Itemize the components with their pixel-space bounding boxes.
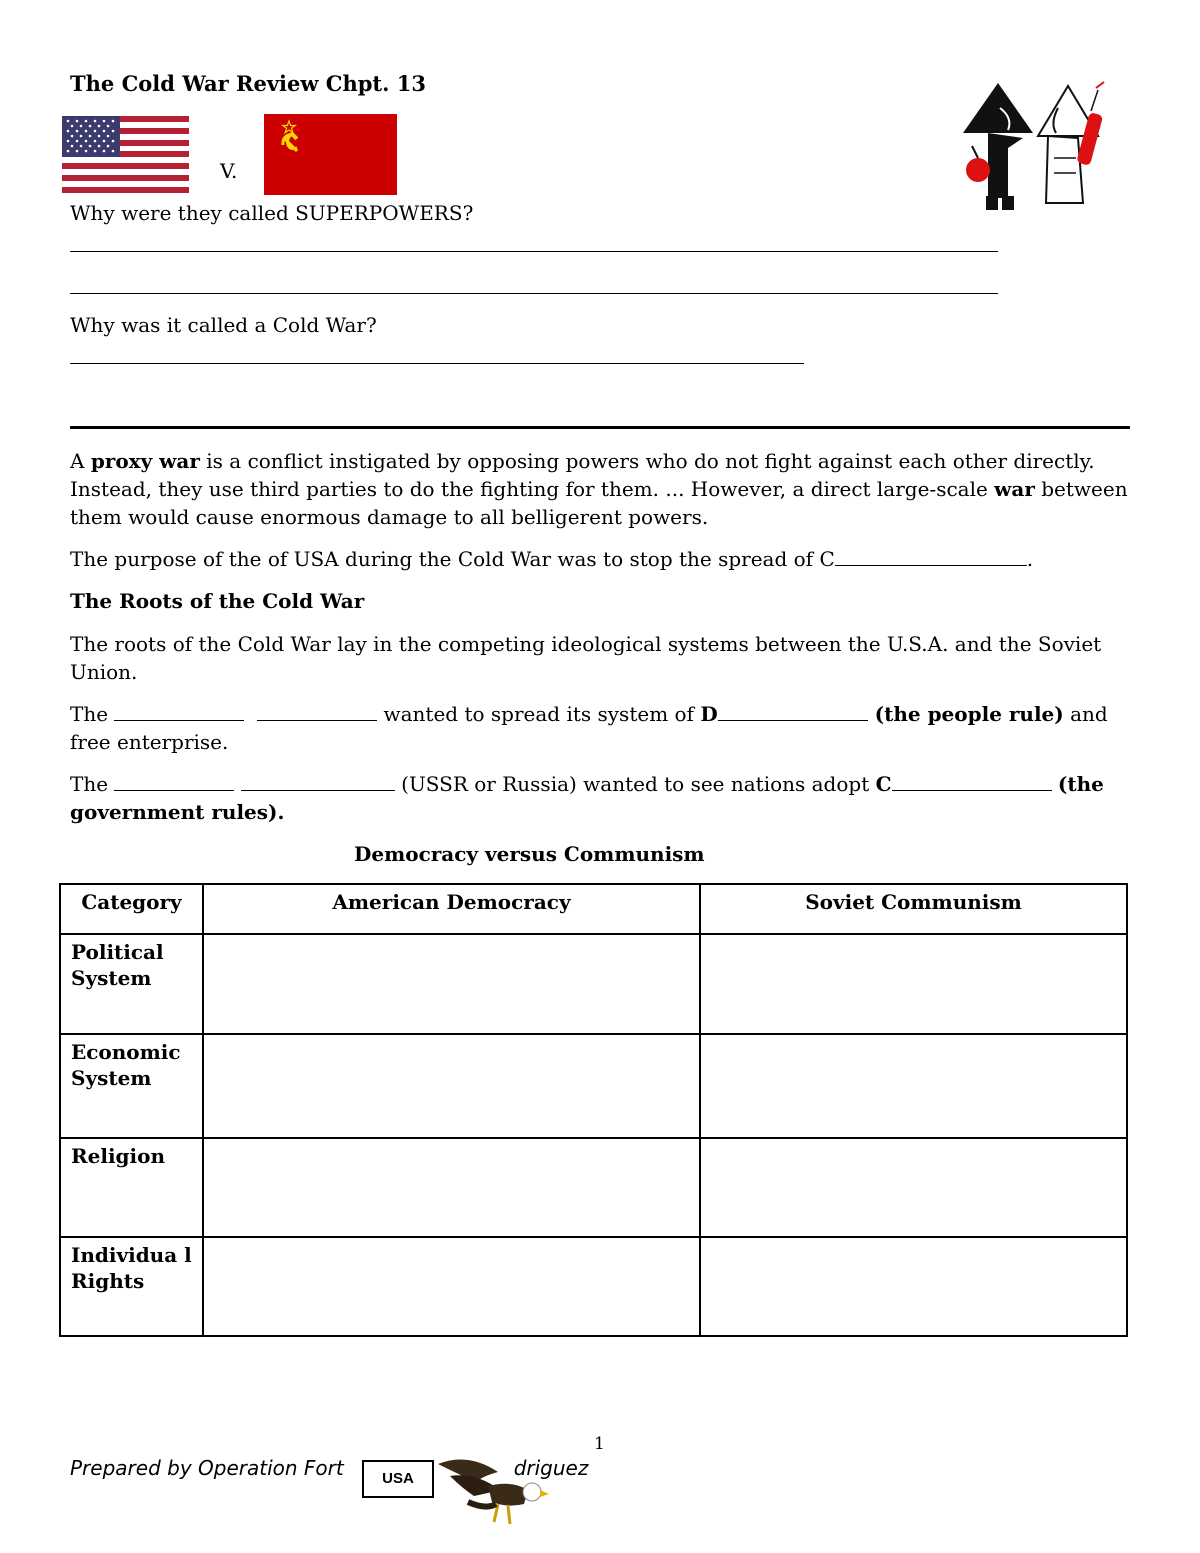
row-label-political: Political System (60, 934, 203, 1034)
eagle-icon (428, 1452, 552, 1530)
footer-text: driguez (513, 1456, 589, 1480)
roots-text: (USSR or Russia) wanted to see nations adopt (394, 772, 876, 796)
soviet-flag-icon (264, 114, 397, 195)
row-label-religion: Religion (60, 1138, 203, 1237)
blank-union[interactable] (241, 770, 395, 791)
proxy-text: A (70, 449, 91, 473)
roots-text: The (70, 772, 115, 796)
question-cold-war: Why was it called a Cold War? (70, 313, 377, 337)
war-term: war (994, 477, 1035, 501)
cell-answer[interactable] (203, 934, 700, 1034)
roots-text: The (70, 702, 115, 726)
row-label-rights: Individua l Rights (60, 1237, 203, 1336)
soviet-communism-line (70, 770, 1130, 826)
answer-line[interactable] (70, 251, 998, 252)
table-row (60, 1034, 1127, 1138)
header-american-democracy: American Democracy (203, 884, 700, 934)
proxy-war-paragraph (70, 447, 1130, 531)
table-row (60, 934, 1127, 1034)
roots-text: and free enterprise. (70, 702, 1108, 754)
letter-c: C (875, 772, 892, 796)
government-rules: (the government rules). (70, 772, 1104, 824)
cell-answer[interactable] (203, 1237, 700, 1336)
cell-answer[interactable] (203, 1138, 700, 1237)
header-category: Category (60, 884, 203, 934)
blank-united[interactable] (114, 700, 244, 721)
cell-answer[interactable] (700, 1237, 1127, 1336)
table-title: Democracy versus Communism (354, 842, 705, 866)
us-democracy-line (70, 700, 1130, 756)
roots-intro: The roots of the Cold War lay in the competing ideological systems between the U.S.A. and the Soviet Union. (70, 632, 1102, 684)
header-soviet-communism: Soviet Communism (700, 884, 1127, 934)
blank-soviet[interactable] (114, 770, 234, 791)
proxy-text: between them would cause enormous damage to all belligerent powers. (70, 477, 1128, 529)
row-label-economic: Economic System (60, 1034, 203, 1138)
answer-line[interactable] (70, 293, 998, 294)
us-flag-icon (62, 116, 189, 193)
usa-label-box: USA (362, 1460, 434, 1498)
purpose-line (70, 545, 1130, 573)
purpose-end: . (1026, 547, 1034, 571)
page-number: 1 (594, 1434, 605, 1454)
table-row (60, 1138, 1127, 1237)
cell-answer[interactable] (700, 1138, 1127, 1237)
people-rule: (the people rule) (867, 702, 1064, 726)
letter-d: D (700, 702, 718, 726)
cell-answer[interactable] (203, 1034, 700, 1138)
footer-text: Prepared by Operation Fort (70, 1456, 344, 1480)
cell-answer[interactable] (700, 934, 1127, 1034)
cell-answer[interactable] (700, 1034, 1127, 1138)
versus-label: V. (220, 159, 238, 183)
purpose-text: The purpose of the of USA during the Cold War was to stop the spread of C (70, 547, 835, 571)
page-title: The Cold War Review Chpt. 13 (70, 71, 426, 96)
roots-heading: The Roots of the Cold War (70, 589, 365, 613)
blank-communism[interactable] (835, 545, 1027, 566)
proxy-term: proxy war (90, 449, 200, 473)
section-divider (70, 426, 1130, 429)
blank-communism[interactable] (892, 770, 1052, 791)
table-header-row (60, 884, 1127, 934)
question-superpowers: Why were they called SUPERPOWERS? (70, 201, 474, 225)
answer-line[interactable] (70, 363, 804, 364)
roots-text: wanted to spread its system of (377, 702, 701, 726)
spy-vs-spy-icon (958, 78, 1108, 214)
table-row (60, 1237, 1127, 1336)
proxy-text: is a conflict instigated by opposing powers who do not fight against each other directly. Instead, they use third parties to do the fighting for them. ... However, a direct large-scale (70, 449, 1095, 501)
blank-democracy[interactable] (718, 700, 868, 721)
comparison-table (59, 883, 1128, 1337)
blank-states[interactable] (257, 700, 377, 721)
